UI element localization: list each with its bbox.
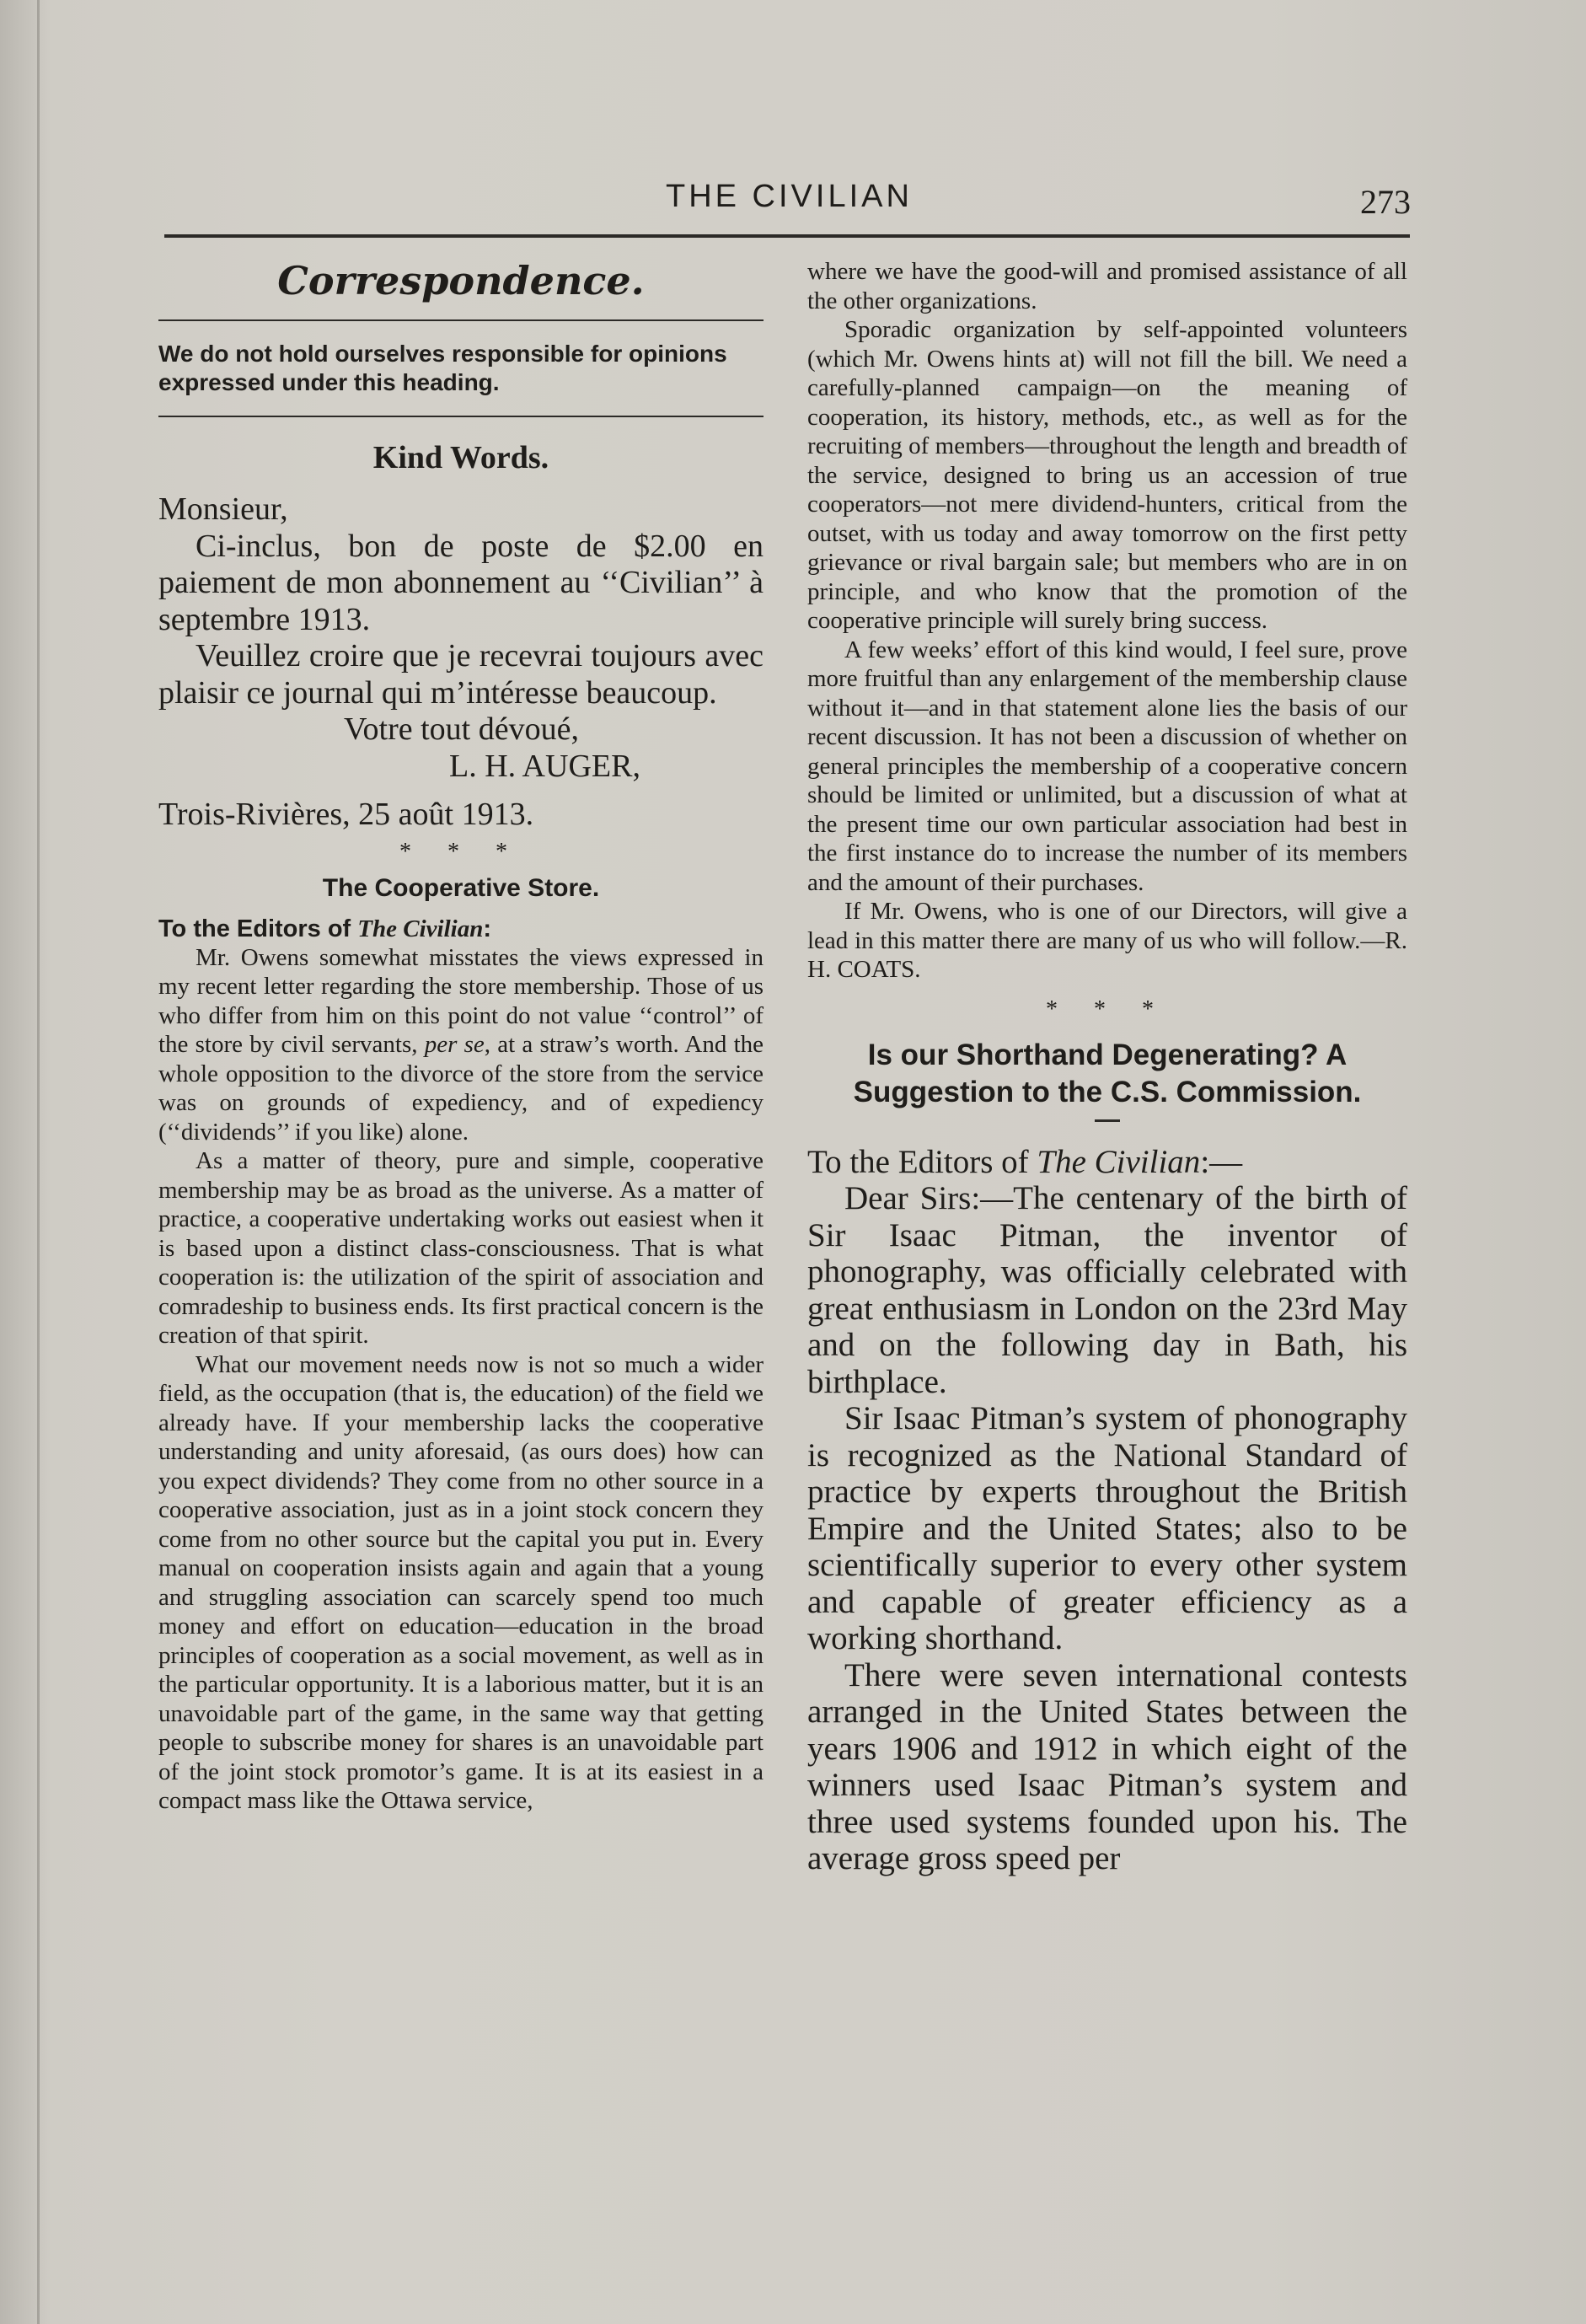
article-heading-shorthand: Is our Shorthand Degenerating? A Suggestion to the C.S. Commission. — [853, 1038, 1362, 1108]
article-paragraph — [158, 943, 764, 1147]
addressee — [158, 915, 764, 943]
article-paragraph: Sir Isaac Pitman’s system of phonography is recognized as the National Standard of practice by experts throughout the British Empire and the United States; also to be scientifically superior to every other system and capable of greater efficiency as a working shorthand. — [807, 1400, 1407, 1656]
addressee-prefix: To the Editors of — [158, 915, 358, 942]
addressee-suffix: : — [483, 915, 491, 942]
closing: Votre tout dévoué, — [344, 711, 579, 747]
paragraph-text: Mr. Owens somewhat misstates the views expressed in my recent letter regarding the store membership. Those of us who differ from him on this point do not value ‘‘control’’ of the store by civil servants, — [158, 943, 764, 1058]
addressee-suffix: :— — [1200, 1143, 1243, 1180]
salutation: Monsieur, — [158, 491, 288, 527]
letter-paragraph: Veuillez croire que je recevrai toujours avec plaisir ce journal qui m’intéresse beaucoup. — [158, 638, 764, 711]
article-heading-kind-words: Kind Words. — [372, 440, 549, 475]
paragraph-text: , at a straw’s worth. And the whole opposition to the divorce of the store from the service was on grounds of expediency, and of expediency (‘‘dividends’’ if you like) alone. — [158, 1031, 764, 1146]
section-title: Correspondence. — [277, 258, 645, 303]
journal-title: THE CIVILIAN — [666, 179, 913, 214]
disclaimer: We do not hold ourselves responsible for opinions expressed under this heading. — [158, 341, 727, 395]
addressee — [807, 1144, 1407, 1181]
letter-paragraph: Ci-inclus, bon de poste de $2.00 en paiement de mon abonnement au ‘‘Civilian’’ à septembre 1913. — [158, 528, 764, 637]
article-paragraph: where we have the good-will and promised assistance of all the other organizations. — [807, 258, 1407, 314]
header-rule — [164, 234, 1410, 238]
binding-edge — [37, 0, 40, 2324]
article-heading-cooperative-store: The Cooperative Store. — [322, 873, 600, 902]
journal-name: The Civilian — [357, 915, 484, 942]
article-paragraph: There were seven international contests arranged in the United States between the years 1906 and 1912 in which eight of the winners used Isaac Pitman’s system and three used systems founded upon his. The average gross speed per — [807, 1656, 1407, 1876]
right-column — [807, 257, 1407, 1877]
article-paragraph: What our movement needs now is not so much a wider field, as the occupation (that is, the education) of the field we already have. If your membership lacks the cooperative understanding and unity aforesaid, (as ours does) how can you expect dividends? They come from no other source in a cooperative association, just as in a joint stock concern they come from no other source but the capital you put in. Every manual on cooperation insists again and again that a young and struggling association can scarcely spend too much money and effort on education—education in the broad principles of cooperation as a social movement, as well as in the particular opportunity. It is a laborious matter, but it is an unavoidable part of the game, in the same way that getting people to subscribe money for shares is an unavoidable part of the joint stock promotor’s game. It is at its easiest in a compact mass like the Ottawa service, — [158, 1350, 764, 1814]
section-separator: * * * — [399, 838, 522, 865]
journal-name: The Civilian — [1037, 1143, 1201, 1180]
article-paragraph: Dear Sirs:—The centenary of the birth of Sir Isaac Pitman, the inventor of phonography, was officially celebrated with great enthusiasm in London on the 23rd May and on the following day in Bath, his birthplace. — [807, 1180, 1407, 1400]
dash-rule — [1095, 1119, 1120, 1122]
page-number: 273 — [1360, 183, 1411, 221]
addressee-prefix: To the Editors of — [807, 1143, 1037, 1180]
article-paragraph: As a matter of theory, pure and simple, cooperative membership may be as broad as the universe. As a matter of practice, a cooperative undertaking works out easiest when it is based upon a distinct class-consciousness. That is what cooperation is: the utilization of the spirit of association and comradeship to business ends. Its first practical concern is the creation of that spirit. — [158, 1147, 764, 1349]
article-paragraph: If Mr. Owens, who is one of our Directors, will give a lead in this matter there are many of us who will follow.—R. H. COATS. — [807, 898, 1407, 983]
section-separator: * * * — [1046, 996, 1169, 1022]
place-date: Trois-Rivières, 25 août 1913. — [158, 797, 534, 832]
left-column — [158, 257, 764, 1816]
article-paragraph: Sporadic organization by self-appointed volunteers (which Mr. Owens hints at) will not fill the bill. We need a carefully-planned campaign—on the meaning of cooperation, its history, methods, etc., as well as for the recruiting of members—throughout the length and breadth of the service, designed to bring us an accession of true cooperators—not mere dividend-hunters, critical from the outset, with us today and away tomorrow on the first petty grievance or rival bargain sale; but members who are in on principle, and who know that the promotion of the cooperative principle will surely bring success. — [807, 316, 1407, 634]
running-header — [160, 179, 1411, 229]
rule — [158, 416, 764, 417]
signature: L. H. AUGER, — [449, 748, 640, 784]
emphasis: per se — [424, 1031, 485, 1058]
article-paragraph: A few weeks’ effort of this kind would, I feel sure, prove more fruitful than any enlargement of the membership clause without it—and in that statement alone lies the basis of our recent discussion. It has not been a discussion of whether on general principles the membership of a cooperative concern should be limited or unlimited, but a discussion of what at the present time our own particular association had best in the first instance do to increase the number of its members and the amount of their purchases. — [807, 636, 1407, 896]
